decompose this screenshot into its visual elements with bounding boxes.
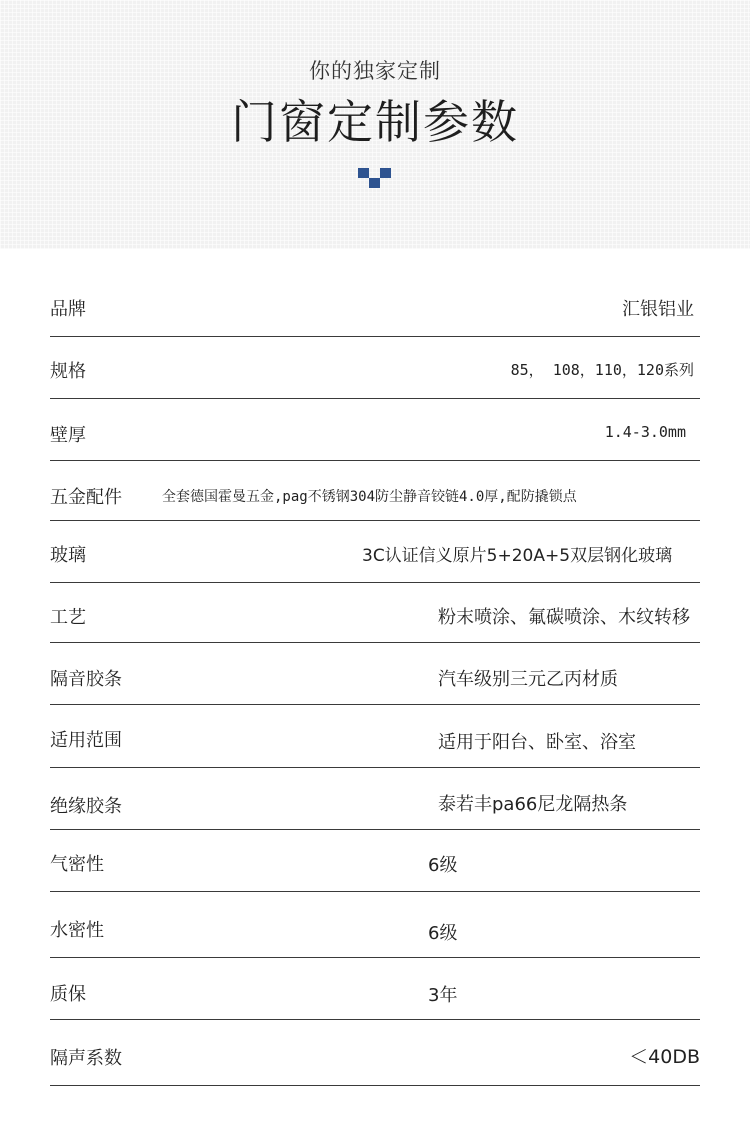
- page-subtitle: 你的独家定制: [309, 59, 441, 83]
- spec-label: 绝缘胶条: [50, 796, 122, 817]
- spec-row-airtightness: [50, 830, 700, 892]
- spec-value: 85， 108，110，120系列: [510, 361, 694, 379]
- spec-value: ＜40DB: [629, 1046, 700, 1068]
- spec-row-insulation: [50, 768, 700, 830]
- spec-value: 6级: [428, 923, 458, 944]
- spec-row-size: [50, 337, 700, 399]
- spec-value: 汇银铝业: [622, 299, 694, 320]
- spec-value: 适用于阳台、卧室、浴室: [438, 732, 636, 753]
- spec-label: 水密性: [50, 920, 104, 941]
- spec-value: 1.4-3.0mm: [604, 423, 686, 441]
- spec-label: 规格: [50, 361, 86, 382]
- spec-value: 3年: [428, 985, 458, 1006]
- spec-value: 6级: [428, 855, 458, 876]
- decorative-squares-icon: [358, 168, 392, 190]
- spec-label: 隔音胶条: [50, 669, 122, 690]
- spec-row-glass: [50, 521, 700, 583]
- page-title: 门窗定制参数: [231, 95, 519, 149]
- spec-value: 泰若丰pa66尼龙隔热条: [438, 794, 628, 815]
- spec-value: 3C认证信义原片5+20A+5双层钢化玻璃: [362, 546, 673, 566]
- spec-label: 适用范围: [50, 730, 122, 751]
- spec-row-warranty: [50, 958, 700, 1020]
- spec-label: 工艺: [50, 607, 86, 628]
- spec-value: 粉末喷涂、氟碳喷涂、木纹转移: [438, 607, 690, 628]
- spec-label: 气密性: [50, 854, 104, 875]
- spec-row-scope: [50, 705, 700, 768]
- spec-label: 隔声系数: [50, 1048, 122, 1069]
- spec-label: 玻璃: [50, 545, 86, 566]
- spec-row-seal: [50, 643, 700, 705]
- spec-row-process: [50, 583, 700, 643]
- spec-row-sound-insulation: [50, 1020, 700, 1086]
- spec-value: 汽车级别三元乙丙材质: [438, 669, 618, 690]
- spec-label: 五金配件: [50, 487, 122, 508]
- spec-label: 品牌: [50, 299, 86, 320]
- spec-label: 壁厚: [50, 425, 86, 446]
- spec-row-thickness: [50, 399, 700, 461]
- spec-row-watertightness: [50, 892, 700, 958]
- spec-row-brand: [50, 275, 700, 337]
- spec-label: 质保: [50, 984, 86, 1005]
- spec-row-hardware: [50, 461, 700, 521]
- header-banner: [0, 0, 750, 249]
- spec-value: 全套德国霍曼五金,pag不锈钢304防尘静音铰链4.0厚,配防撬锁点: [162, 489, 577, 505]
